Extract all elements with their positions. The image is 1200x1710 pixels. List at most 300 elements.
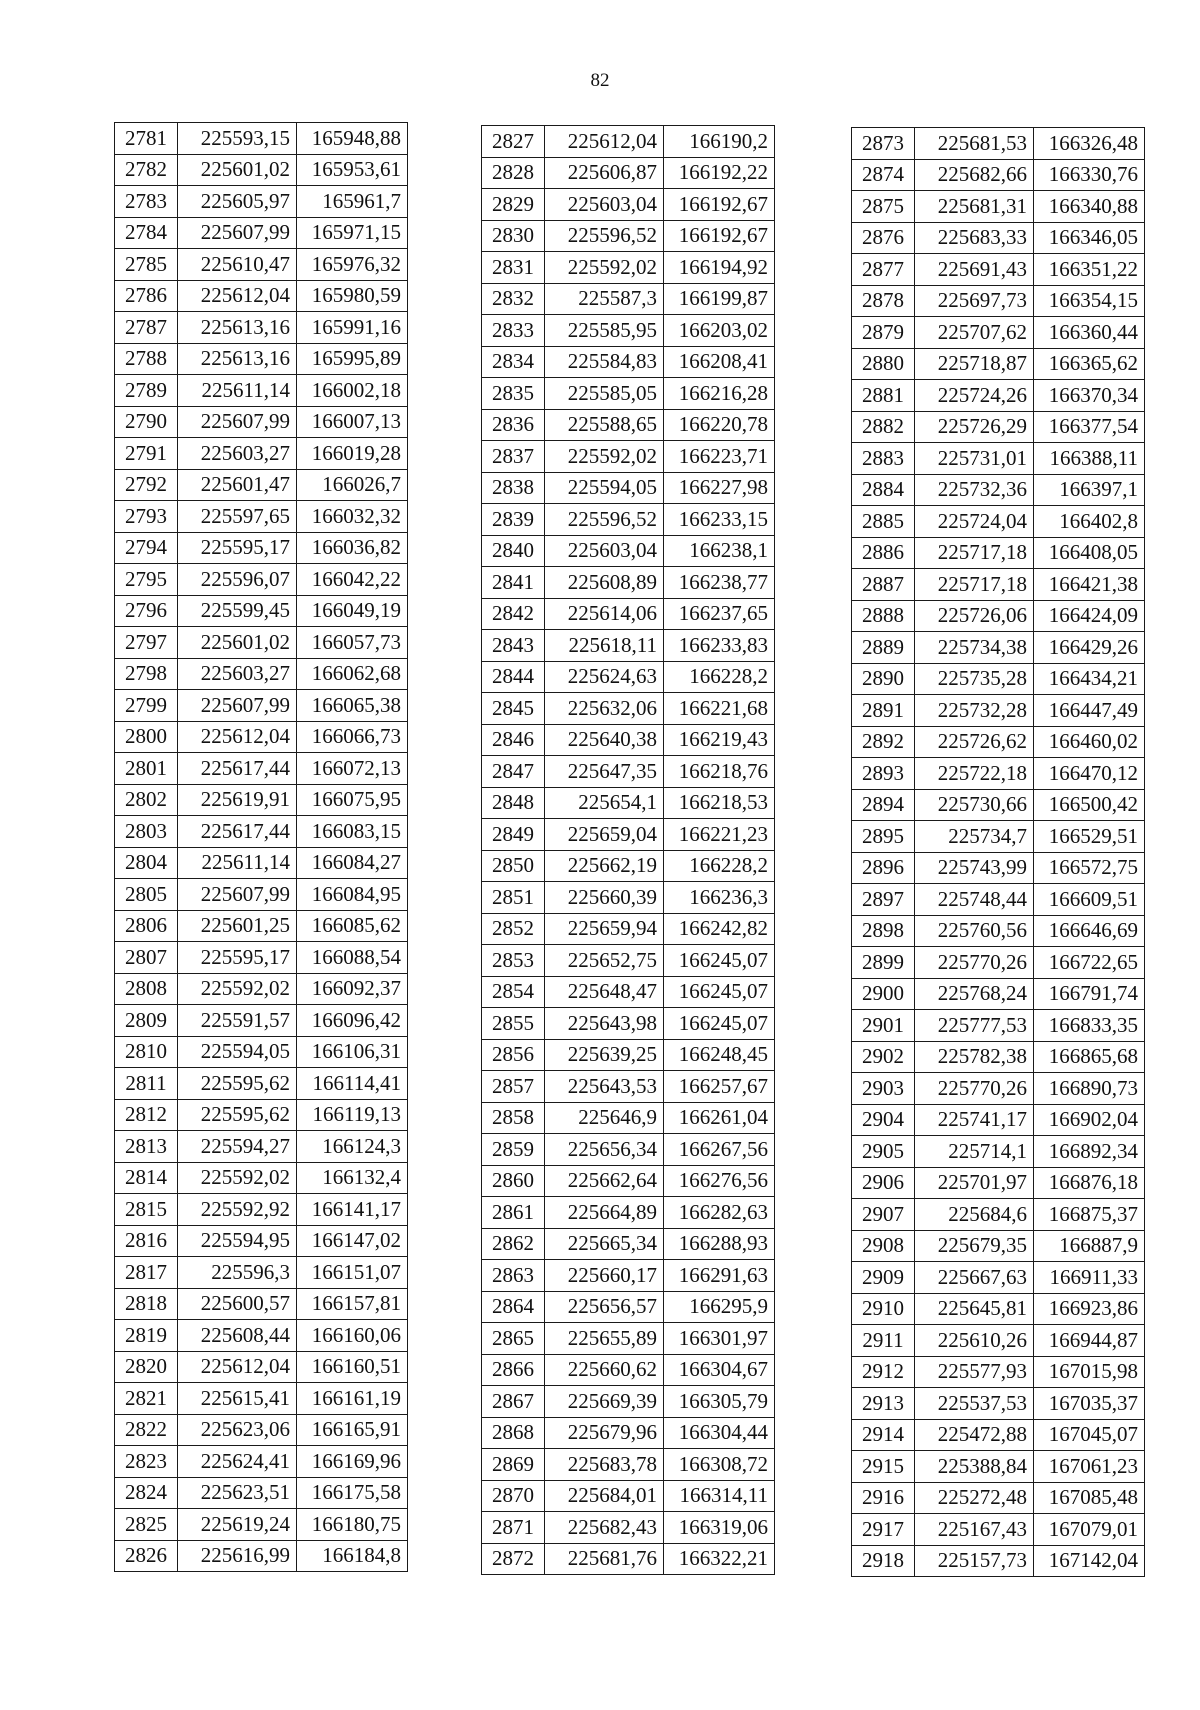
point-number-cell: 2829 [482,189,545,221]
x-coordinate-cell: 225647,35 [545,756,664,788]
table-row [852,663,1145,695]
table-row [482,1102,775,1134]
point-number-cell: 2812 [115,1099,178,1131]
point-number-cell: 2782 [115,154,178,186]
point-number-cell: 2848 [482,787,545,819]
point-number-cell: 2793 [115,501,178,533]
x-coordinate-cell: 225656,57 [545,1291,664,1323]
table-row [852,1514,1145,1546]
x-coordinate-cell: 225665,34 [545,1228,664,1260]
x-coordinate-cell: 225595,62 [178,1068,297,1100]
table-row [115,1540,408,1572]
table-row [482,1228,775,1260]
y-coordinate-cell: 165976,32 [297,249,408,281]
x-coordinate-cell: 225584,83 [545,346,664,378]
point-number-cell: 2858 [482,1102,545,1134]
y-coordinate-cell: 166245,07 [664,1008,775,1040]
y-coordinate-cell: 166083,15 [297,816,408,848]
y-coordinate-cell: 166470,12 [1034,758,1145,790]
x-coordinate-cell: 225613,16 [178,312,297,344]
point-number-cell: 2869 [482,1449,545,1481]
y-coordinate-cell: 166036,82 [297,532,408,564]
y-coordinate-cell: 165971,15 [297,217,408,249]
table-row [482,1039,775,1071]
point-number-cell: 2835 [482,378,545,410]
point-number-cell: 2851 [482,882,545,914]
y-coordinate-cell: 165953,61 [297,154,408,186]
point-number-cell: 2783 [115,186,178,218]
table-row [115,564,408,596]
point-number-cell: 2879 [852,317,915,349]
point-number-cell: 2818 [115,1288,178,1320]
x-coordinate-cell: 225607,99 [178,217,297,249]
x-coordinate-cell: 225770,26 [915,1073,1034,1105]
table-row [482,346,775,378]
point-number-cell: 2867 [482,1386,545,1418]
y-coordinate-cell: 166890,73 [1034,1073,1145,1105]
point-number-cell: 2847 [482,756,545,788]
y-coordinate-cell: 166326,48 [1034,128,1145,160]
y-coordinate-cell: 166223,71 [664,441,775,473]
x-coordinate-cell: 225726,62 [915,726,1034,758]
x-coordinate-cell: 225616,99 [178,1540,297,1572]
x-coordinate-cell: 225718,87 [915,348,1034,380]
x-coordinate-cell: 225732,36 [915,474,1034,506]
y-coordinate-cell: 166049,19 [297,595,408,627]
table-row [115,1068,408,1100]
table-row [852,1451,1145,1483]
x-coordinate-cell: 225472,88 [915,1419,1034,1451]
x-coordinate-cell: 225646,9 [545,1102,664,1134]
y-coordinate-cell: 165961,7 [297,186,408,218]
point-number-cell: 2839 [482,504,545,536]
table-row [482,724,775,756]
x-coordinate-cell: 225587,3 [545,283,664,315]
x-coordinate-cell: 225735,28 [915,663,1034,695]
x-coordinate-cell: 225603,27 [178,438,297,470]
table-row [482,1071,775,1103]
y-coordinate-cell: 166228,2 [664,661,775,693]
table-row [115,186,408,218]
point-number-cell: 2917 [852,1514,915,1546]
y-coordinate-cell: 165995,89 [297,343,408,375]
point-number-cell: 2895 [852,821,915,853]
table-row [852,348,1145,380]
point-number-cell: 2794 [115,532,178,564]
y-coordinate-cell: 166208,41 [664,346,775,378]
y-coordinate-cell: 166237,65 [664,598,775,630]
x-coordinate-cell: 225701,97 [915,1167,1034,1199]
y-coordinate-cell: 166236,3 [664,882,775,914]
x-coordinate-cell: 225601,47 [178,469,297,501]
y-coordinate-cell: 166192,67 [664,189,775,221]
table-row [482,535,775,567]
x-coordinate-cell: 225594,05 [545,472,664,504]
y-coordinate-cell: 166194,92 [664,252,775,284]
x-coordinate-cell: 225782,38 [915,1041,1034,1073]
table-row [852,1262,1145,1294]
table-row [482,976,775,1008]
y-coordinate-cell: 166160,51 [297,1351,408,1383]
y-coordinate-cell: 166397,1 [1034,474,1145,506]
y-coordinate-cell: 166377,54 [1034,411,1145,443]
table-row [115,1257,408,1289]
table-row [115,375,408,407]
x-coordinate-cell: 225639,25 [545,1039,664,1071]
table-row [852,632,1145,664]
point-number-cell: 2803 [115,816,178,848]
point-number-cell: 2885 [852,506,915,538]
table-row [852,947,1145,979]
x-coordinate-cell: 225648,47 [545,976,664,1008]
table-row [482,882,775,914]
table-row [852,758,1145,790]
y-coordinate-cell: 166434,21 [1034,663,1145,695]
table-row [482,220,775,252]
point-number-cell: 2887 [852,569,915,601]
x-coordinate-cell: 225654,1 [545,787,664,819]
point-number-cell: 2873 [852,128,915,160]
point-number-cell: 2864 [482,1291,545,1323]
table-row [852,821,1145,853]
x-coordinate-cell: 225726,06 [915,600,1034,632]
point-number-cell: 2830 [482,220,545,252]
x-coordinate-cell: 225726,29 [915,411,1034,443]
x-coordinate-cell: 225601,25 [178,910,297,942]
point-number-cell: 2866 [482,1354,545,1386]
x-coordinate-cell: 225601,02 [178,154,297,186]
x-coordinate-cell: 225656,34 [545,1134,664,1166]
x-coordinate-cell: 225593,15 [178,123,297,155]
y-coordinate-cell: 166911,33 [1034,1262,1145,1294]
point-number-cell: 2915 [852,1451,915,1483]
point-number-cell: 2860 [482,1165,545,1197]
table-row [852,884,1145,916]
point-number-cell: 2905 [852,1136,915,1168]
y-coordinate-cell: 166865,68 [1034,1041,1145,1073]
x-coordinate-cell: 225608,89 [545,567,664,599]
y-coordinate-cell: 166291,63 [664,1260,775,1292]
y-coordinate-cell: 166066,73 [297,721,408,753]
point-number-cell: 2837 [482,441,545,473]
point-number-cell: 2806 [115,910,178,942]
table-row [852,506,1145,538]
table-row [852,726,1145,758]
y-coordinate-cell: 166429,26 [1034,632,1145,664]
y-coordinate-cell: 166245,07 [664,945,775,977]
y-coordinate-cell: 166304,67 [664,1354,775,1386]
table-row [482,1323,775,1355]
x-coordinate-cell: 225608,44 [178,1320,297,1352]
table-row [115,910,408,942]
point-number-cell: 2828 [482,157,545,189]
x-coordinate-cell: 225612,04 [545,126,664,158]
y-coordinate-cell: 166305,79 [664,1386,775,1418]
point-number-cell: 2804 [115,847,178,879]
table-row [482,913,775,945]
table-row [482,1543,775,1575]
y-coordinate-cell: 166257,67 [664,1071,775,1103]
y-coordinate-cell: 166500,42 [1034,789,1145,821]
point-number-cell: 2853 [482,945,545,977]
x-coordinate-cell: 225667,63 [915,1262,1034,1294]
x-coordinate-cell: 225743,99 [915,852,1034,884]
point-number-cell: 2792 [115,469,178,501]
point-number-cell: 2883 [852,443,915,475]
y-coordinate-cell: 166646,69 [1034,915,1145,947]
y-coordinate-cell: 166151,07 [297,1257,408,1289]
point-number-cell: 2896 [852,852,915,884]
y-coordinate-cell: 166106,31 [297,1036,408,1068]
y-coordinate-cell: 166084,27 [297,847,408,879]
point-number-cell: 2833 [482,315,545,347]
y-coordinate-cell: 167085,48 [1034,1482,1145,1514]
y-coordinate-cell: 166119,13 [297,1099,408,1131]
table-row [115,1383,408,1415]
point-number-cell: 2807 [115,942,178,974]
y-coordinate-cell: 166360,44 [1034,317,1145,349]
x-coordinate-cell: 225624,41 [178,1446,297,1478]
point-number-cell: 2870 [482,1480,545,1512]
y-coordinate-cell: 166132,4 [297,1162,408,1194]
x-coordinate-cell: 225643,98 [545,1008,664,1040]
point-number-cell: 2809 [115,1005,178,1037]
x-coordinate-cell: 225596,07 [178,564,297,596]
x-coordinate-cell: 225600,57 [178,1288,297,1320]
y-coordinate-cell: 166529,51 [1034,821,1145,853]
x-coordinate-cell: 225388,84 [915,1451,1034,1483]
x-coordinate-cell: 225612,04 [178,721,297,753]
table-row [115,1036,408,1068]
x-coordinate-cell: 225660,62 [545,1354,664,1386]
point-number-cell: 2875 [852,191,915,223]
x-coordinate-cell: 225596,52 [545,220,664,252]
table-row [852,1545,1145,1577]
point-number-cell: 2797 [115,627,178,659]
x-coordinate-cell: 225585,05 [545,378,664,410]
point-number-cell: 2822 [115,1414,178,1446]
point-number-cell: 2785 [115,249,178,281]
table-row [115,1225,408,1257]
y-coordinate-cell: 166216,28 [664,378,775,410]
table-row [115,438,408,470]
x-coordinate-cell: 225272,48 [915,1482,1034,1514]
point-number-cell: 2849 [482,819,545,851]
table-row [852,1325,1145,1357]
x-coordinate-cell: 225717,18 [915,537,1034,569]
table-row [482,693,775,725]
x-coordinate-cell: 225603,04 [545,535,664,567]
y-coordinate-cell: 166062,68 [297,658,408,690]
table-row [852,695,1145,727]
point-number-cell: 2898 [852,915,915,947]
table-row [852,789,1145,821]
x-coordinate-cell: 225612,04 [178,1351,297,1383]
x-coordinate-cell: 225623,51 [178,1477,297,1509]
y-coordinate-cell: 166365,62 [1034,348,1145,380]
y-coordinate-cell: 166354,15 [1034,285,1145,317]
y-coordinate-cell: 166267,56 [664,1134,775,1166]
table-row [852,1230,1145,1262]
table-row [115,501,408,533]
y-coordinate-cell: 166833,35 [1034,1010,1145,1042]
table-row [115,123,408,155]
y-coordinate-cell: 166157,81 [297,1288,408,1320]
y-coordinate-cell: 166351,22 [1034,254,1145,286]
x-coordinate-cell: 225611,14 [178,847,297,879]
x-coordinate-cell: 225652,75 [545,945,664,977]
y-coordinate-cell: 166199,87 [664,283,775,315]
table-row [852,1136,1145,1168]
y-coordinate-cell: 166295,9 [664,1291,775,1323]
point-number-cell: 2890 [852,663,915,695]
point-number-cell: 2865 [482,1323,545,1355]
point-number-cell: 2831 [482,252,545,284]
point-number-cell: 2786 [115,280,178,312]
table-row [482,189,775,221]
x-coordinate-cell: 225537,53 [915,1388,1034,1420]
y-coordinate-cell: 166609,51 [1034,884,1145,916]
table-row [852,380,1145,412]
table-row [482,1449,775,1481]
table-row [115,753,408,785]
point-number-cell: 2897 [852,884,915,916]
x-coordinate-cell: 225603,27 [178,658,297,690]
table-row [852,159,1145,191]
x-coordinate-cell: 225601,02 [178,627,297,659]
table-row [852,1167,1145,1199]
x-coordinate-cell: 225682,66 [915,159,1034,191]
y-coordinate-cell: 166218,76 [664,756,775,788]
point-number-cell: 2863 [482,1260,545,1292]
y-coordinate-cell: 166421,38 [1034,569,1145,601]
table-row [482,283,775,315]
x-coordinate-cell: 225592,02 [178,973,297,1005]
table-row [115,627,408,659]
x-coordinate-cell: 225681,31 [915,191,1034,223]
table-row [482,504,775,536]
y-coordinate-cell: 166192,67 [664,220,775,252]
x-coordinate-cell: 225697,73 [915,285,1034,317]
y-coordinate-cell: 166007,13 [297,406,408,438]
point-number-cell: 2904 [852,1104,915,1136]
table-row [115,280,408,312]
table-row [115,721,408,753]
x-coordinate-cell: 225595,17 [178,532,297,564]
point-number-cell: 2857 [482,1071,545,1103]
y-coordinate-cell: 166042,22 [297,564,408,596]
x-coordinate-cell: 225632,06 [545,693,664,725]
point-number-cell: 2814 [115,1162,178,1194]
point-number-cell: 2908 [852,1230,915,1262]
y-coordinate-cell: 166233,83 [664,630,775,662]
table-row [482,819,775,851]
y-coordinate-cell: 166370,34 [1034,380,1145,412]
table-row [852,1293,1145,1325]
y-coordinate-cell: 166304,44 [664,1417,775,1449]
point-number-cell: 2914 [852,1419,915,1451]
table-row [482,661,775,693]
y-coordinate-cell: 166190,2 [664,126,775,158]
x-coordinate-cell: 225669,39 [545,1386,664,1418]
y-coordinate-cell: 165948,88 [297,123,408,155]
x-coordinate-cell: 225655,89 [545,1323,664,1355]
x-coordinate-cell: 225595,17 [178,942,297,974]
table-row [852,1010,1145,1042]
point-number-cell: 2790 [115,406,178,438]
table-row [482,1134,775,1166]
point-number-cell: 2832 [482,283,545,315]
point-number-cell: 2877 [852,254,915,286]
point-number-cell: 2842 [482,598,545,630]
x-coordinate-cell: 225594,27 [178,1131,297,1163]
x-coordinate-cell: 225660,39 [545,882,664,914]
x-coordinate-cell: 225681,53 [915,128,1034,160]
y-coordinate-cell: 166096,42 [297,1005,408,1037]
table-row [115,154,408,186]
table-row [852,1104,1145,1136]
table-row [482,1008,775,1040]
y-coordinate-cell: 166161,19 [297,1383,408,1415]
x-coordinate-cell: 225617,44 [178,816,297,848]
y-coordinate-cell: 166902,04 [1034,1104,1145,1136]
y-coordinate-cell: 166085,62 [297,910,408,942]
table-row [115,1131,408,1163]
point-number-cell: 2902 [852,1041,915,1073]
x-coordinate-cell: 225684,6 [915,1199,1034,1231]
table-row [115,249,408,281]
point-number-cell: 2813 [115,1131,178,1163]
point-number-cell: 2789 [115,375,178,407]
x-coordinate-cell: 225596,3 [178,1257,297,1289]
table-row [482,1417,775,1449]
y-coordinate-cell: 166238,1 [664,535,775,567]
point-number-cell: 2872 [482,1543,545,1575]
table-row [482,1354,775,1386]
x-coordinate-cell: 225596,52 [545,504,664,536]
table-row [852,915,1145,947]
y-coordinate-cell: 166424,09 [1034,600,1145,632]
x-coordinate-cell: 225734,38 [915,632,1034,664]
y-coordinate-cell: 166228,2 [664,850,775,882]
table-row [482,1386,775,1418]
y-coordinate-cell: 166892,34 [1034,1136,1145,1168]
x-coordinate-cell: 225684,01 [545,1480,664,1512]
table-row [482,252,775,284]
table-row [115,847,408,879]
x-coordinate-cell: 225157,73 [915,1545,1034,1577]
table-row [115,690,408,722]
x-coordinate-cell: 225730,66 [915,789,1034,821]
x-coordinate-cell: 225660,17 [545,1260,664,1292]
x-coordinate-cell: 225606,87 [545,157,664,189]
x-coordinate-cell: 225592,02 [545,441,664,473]
table-row [115,1446,408,1478]
table-row [852,254,1145,286]
x-coordinate-cell: 225741,17 [915,1104,1034,1136]
table-row [482,630,775,662]
point-number-cell: 2850 [482,850,545,882]
x-coordinate-cell: 225748,44 [915,884,1034,916]
point-number-cell: 2891 [852,695,915,727]
x-coordinate-cell: 225618,11 [545,630,664,662]
point-number-cell: 2889 [852,632,915,664]
point-number-cell: 2899 [852,947,915,979]
y-coordinate-cell: 166276,56 [664,1165,775,1197]
table-row [482,787,775,819]
point-number-cell: 2820 [115,1351,178,1383]
point-number-cell: 2913 [852,1388,915,1420]
